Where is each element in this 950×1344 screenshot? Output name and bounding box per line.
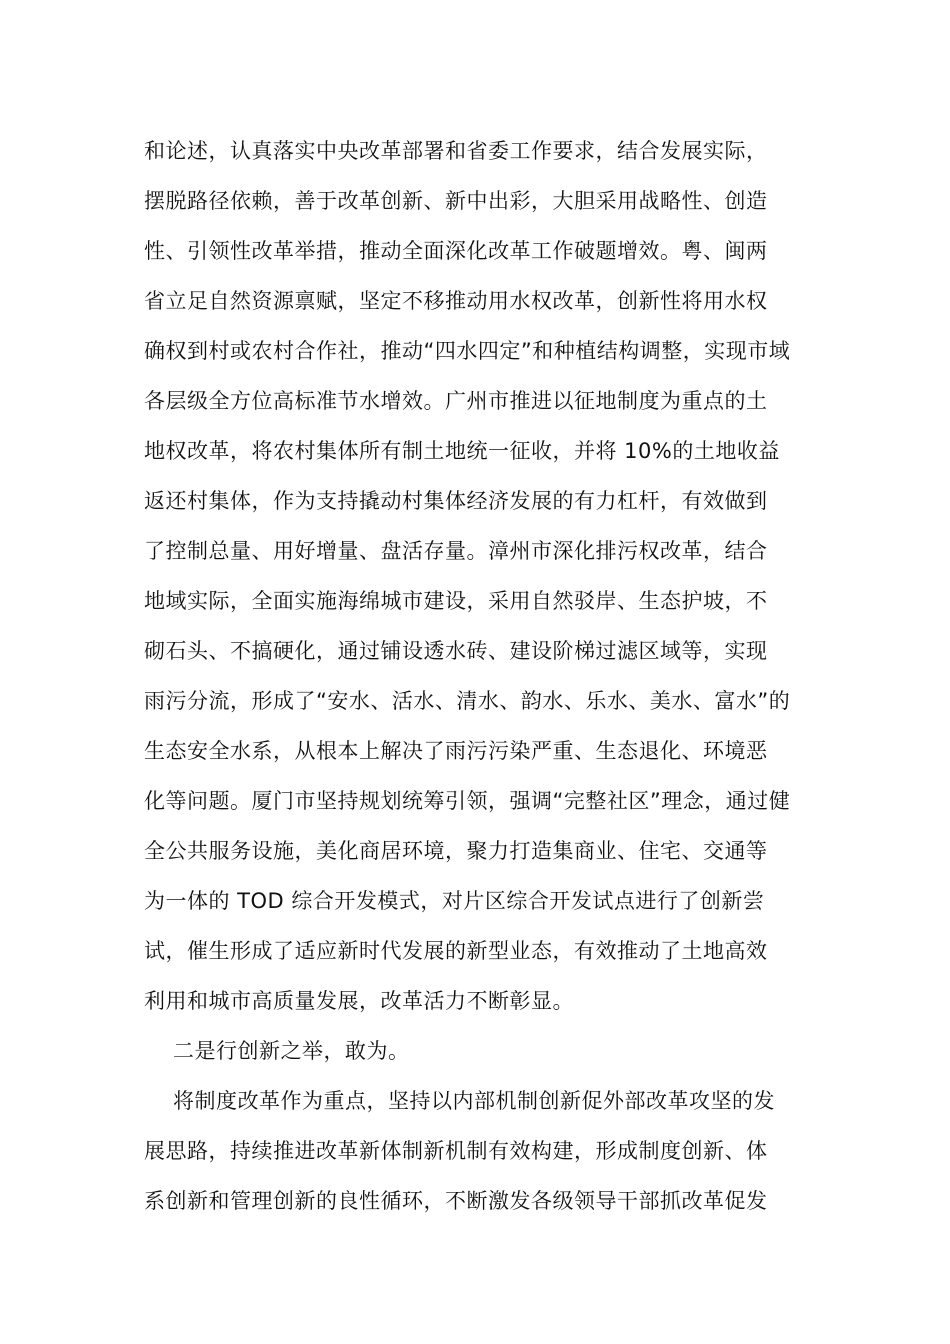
text-line: 摆脱路径依赖，善于改革创新、新中出彩，大胆采用战略性、创造: [144, 189, 768, 213]
text-line: 砌石头、不搞硬化，通过铺设透水砖、建设阶梯过滤区域等，实现: [144, 639, 768, 663]
text-line: 性、引领性改革举措，推动全面深化改革工作破题增效。粤、闽两: [144, 239, 768, 263]
text-line: 确权到村或农村合作社，推动“四水四定”和种植结构调整，实现市域: [144, 339, 791, 363]
text-line: 全公共服务设施，美化商居环境，聚力打造集商业、住宅、交通等: [144, 839, 768, 863]
text-line: 利用和城市高质量发展，改革活力不断彰显。: [144, 989, 574, 1013]
text-line: 了控制总量、用好增量、盘活存量。漳州市深化排污权改革，结合: [144, 539, 768, 563]
text-line: 生态安全水系，从根本上解决了雨污污染严重、生态退化、环境恶: [144, 739, 768, 763]
text-line: 各层级全方位高标准节水增效。广州市推进以征地制度为重点的土: [144, 389, 768, 413]
text-line: 为一体的 TOD 综合开发模式，对片区综合开发试点进行了创新尝: [144, 889, 765, 913]
text-line: 返还村集体，作为支持撬动村集体经济发展的有力杠杆，有效做到: [144, 489, 768, 513]
section-heading: 二是行创新之举，敢为。: [173, 1039, 410, 1063]
text-line: 地域实际，全面实施海绵城市建设，采用自然驳岸、生态护坡，不: [144, 589, 768, 613]
text-line: 雨污分流，形成了“安水、活水、清水、韵水、乐水、美水、富水”的: [144, 689, 791, 713]
text-line: 展思路，持续推进改革新体制新机制有效构建，形成制度创新、体: [144, 1139, 768, 1163]
text-line: 将制度改革作为重点，坚持以内部机制创新促外部改革攻坚的发: [173, 1089, 775, 1113]
text-line: 化等问题。厦门市坚持规划统筹引领，强调“完整社区”理念，通过健: [144, 789, 791, 813]
body-text: [144, 126, 808, 1226]
text-line: 地权改革，将农村集体所有制土地统一征收，并将 10%的土地收益: [144, 439, 780, 463]
text-line: 和论述，认真落实中央改革部署和省委工作要求，结合发展实际，: [144, 139, 768, 163]
text-line: 系创新和管理创新的良性循环，不断激发各级领导干部抓改革促发: [144, 1189, 768, 1213]
text-line: 试，催生形成了适应新时代发展的新型业态，有效推动了土地高效: [144, 939, 768, 963]
text-line: 省立足自然资源禀赋，坚定不移推动用水权改革，创新性将用水权: [144, 289, 768, 313]
